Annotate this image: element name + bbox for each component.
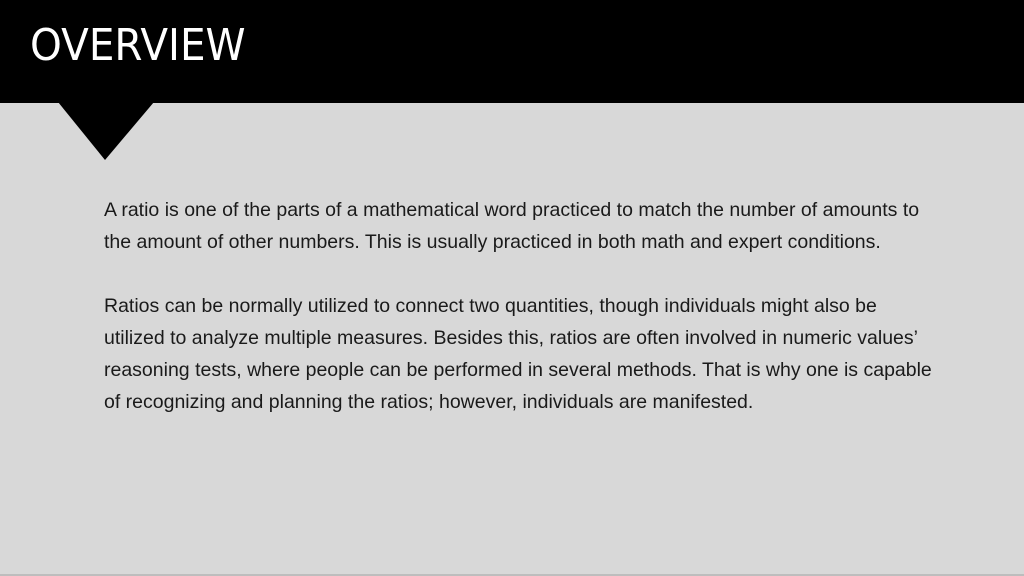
paragraph-1: A ratio is one of the parts of a mathematical word practiced to match the number of amounts to the amount of other numbers. This is usually practiced in both math and expert conditions. (104, 199, 920, 253)
header-bar (0, 0, 1024, 103)
paragraph-2: Ratios can be normally utilized to connect two quantities, though individuals might also be utilized to analyze multiple measures. Besides this, ratios are often involved in numeric values’ reasoning tests, where people can be performed in several methods. That is why one is capable of recognizing and planning the ratios; however, individuals are manifested. (104, 295, 932, 413)
pointer-shape (58, 102, 154, 160)
header-pointer-triangle (58, 102, 154, 162)
slide-title: OVERVIEW (30, 20, 246, 71)
body-text (104, 194, 934, 450)
